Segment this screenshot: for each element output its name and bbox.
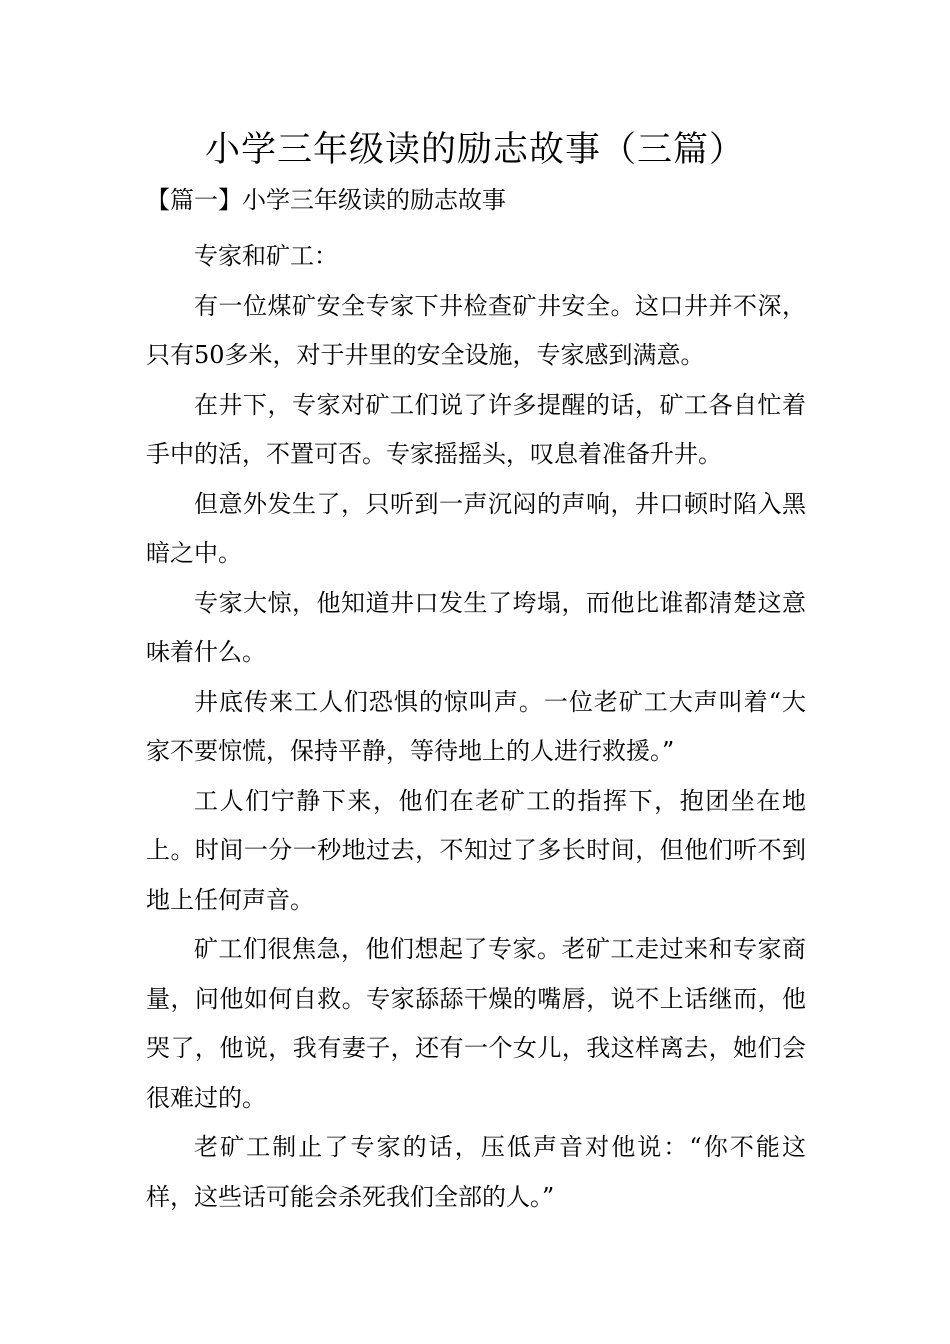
document-title: 小学三年级读的励志故事（三篇）	[204, 130, 745, 170]
paragraph: 专家和矿工：	[194, 242, 338, 270]
paragraph: 但意外发生了，只听到一声沉闷的声响，井口顿时陷入黑暗之中。	[146, 489, 806, 567]
section-heading: 【篇一】小学三年级读的励志故事	[146, 186, 506, 214]
document-body	[146, 232, 806, 1222]
paragraph: 工人们宁静下来，他们在老矿工的指挥下，抱团坐在地上。时间一分一秒地过去，不知过了多长时间，但他们听不到地上任何声音。	[146, 786, 806, 914]
paragraph: 专家大惊，他知道井口发生了垮塌，而他比谁都清楚这意味着什么。	[146, 588, 806, 666]
paragraph: 矿工们很焦急，他们想起了专家。老矿工走过来和专家商量，问他如何自救。专家舔舔干燥的嘴唇，说不上话继而，他哭了，他说，我有妻子，还有一个女儿，我这样离去，她们会很难过的。	[146, 935, 806, 1112]
paragraph: 井底传来工人们恐惧的惊叫声。一位老矿工大声叫着“大家不要惊慌，保持平静，等待地上的人进行救援。”	[146, 687, 806, 765]
paragraph: 有一位煤矿安全专家下井检查矿井安全。这口井并不深，只有50多米，对于井里的安全设施，专家感到满意。	[146, 291, 806, 369]
paragraph: 老矿工制止了专家的话，压低声音对他说：“你不能这样，这些话可能会杀死我们全部的人。”	[146, 1133, 806, 1211]
paragraph: 在井下，专家对矿工们说了许多提醒的话，矿工各自忙着手中的活，不置可否。专家摇摇头，叹息着准备升井。	[146, 390, 806, 468]
